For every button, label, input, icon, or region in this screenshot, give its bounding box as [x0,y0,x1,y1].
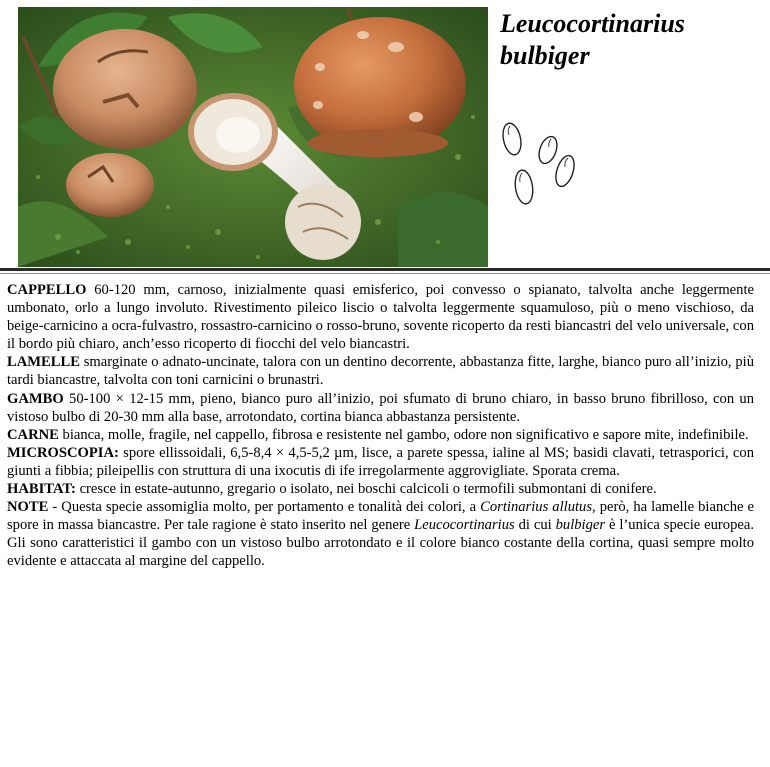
section-note [7,498,754,570]
section-cappello [7,281,754,353]
section-text: 60-120 mm, carnoso, inizialmente quasi emisferico, poi convesso o spianato, talvolta anche leggermente umbonato, orlo a lungo involuto. Rivestimento pileico liscio o talvolta leggermente squamuloso, più o meno vischioso, da beige-carnicino a ocra-fulvastro, rossastro-carnicino o rosso-bruno, sovente ricoperto da resti biancastri del velo universale, con il bordo più chiaro, anch’esso ricoperto di fiocchi del velo biancastri. [7,282,754,353]
species-title [500,8,760,72]
section-heading: MICROSCOPIA: [7,444,119,461]
section-heading: HABITAT: [7,481,76,498]
section-lamelle [7,353,754,389]
italic-term: bulbiger [555,517,606,534]
section-carne [7,426,754,444]
section-habitat [7,480,754,498]
section-text: 50-100 × 12-15 mm, pieno, bianco puro all’inizio, poi sfumato di bruno chiaro, in basso bruno fibrilloso, con un vistoso bulbo di 20-30 mm alla base, arrotondato, cortina bianca abbastanza persistente. [7,390,754,425]
section-text: , però, ha lamelle bianche e spore in massa biancastre. Per tale ragione è stato inserito nel genere [7,499,755,534]
section-microscopia [7,444,754,480]
genus-name: Leucocortinarius [500,9,685,38]
separator-rule [0,268,770,271]
section-text: smarginate o adnato-uncinate, talora con un dentino decorrente, abbastanza fitte, larghe, bianco puro all’inizio, più tardi biancastre, talvolta con toni carnicini o brunastri. [7,354,754,389]
section-text: bianca, molle, fragile, nel cappello, fibrosa e resistente nel gambo, odore non significativo e sapore mite, indefinibile. [58,426,749,443]
spore-drawings [498,116,588,216]
species-description [7,281,754,571]
section-text: spore ellissoidali, 6,5-8,4 × 4,5-5,2 µm, lisce, a parete spessa, ialine al MS; basidi clavati, tetrasporici, con giunti a fibbia; pileipellis con struttura di una ixocutis di ife irregolarmente aggrovigliate. Sporata crema. [7,444,754,479]
section-text: cresce in estate-autunno, gregario o isolato, nei boschi calcicoli o termofili submontani di conifere. [75,481,657,498]
section-heading: GAMBO [7,390,64,407]
section-text: di cui [514,517,556,534]
section-text: - Questa specie assomiglia molto, per portamento e tonalità dei colori, a [48,499,481,516]
italic-term: Leucocortinarius [414,517,515,534]
section-heading: CARNE [7,426,59,443]
section-gambo [7,390,754,426]
section-text: è l’unica specie europea. Gli sono caratteristici il gambo con un vistoso bulbo arrotondato e il colore bianco costante della cortina, quasi sempre molto evidente e attaccata al margine del cappello. [7,517,754,570]
mushroom-photo [18,7,488,267]
section-heading: CAPPELLO [7,282,87,298]
species-epithet: bulbiger [500,41,590,70]
section-heading: LAMELLE [7,354,80,371]
section-heading: NOTE [7,499,49,516]
separator-rule-thin [0,273,770,274]
italic-term: Cortinarius allutus [480,499,593,516]
